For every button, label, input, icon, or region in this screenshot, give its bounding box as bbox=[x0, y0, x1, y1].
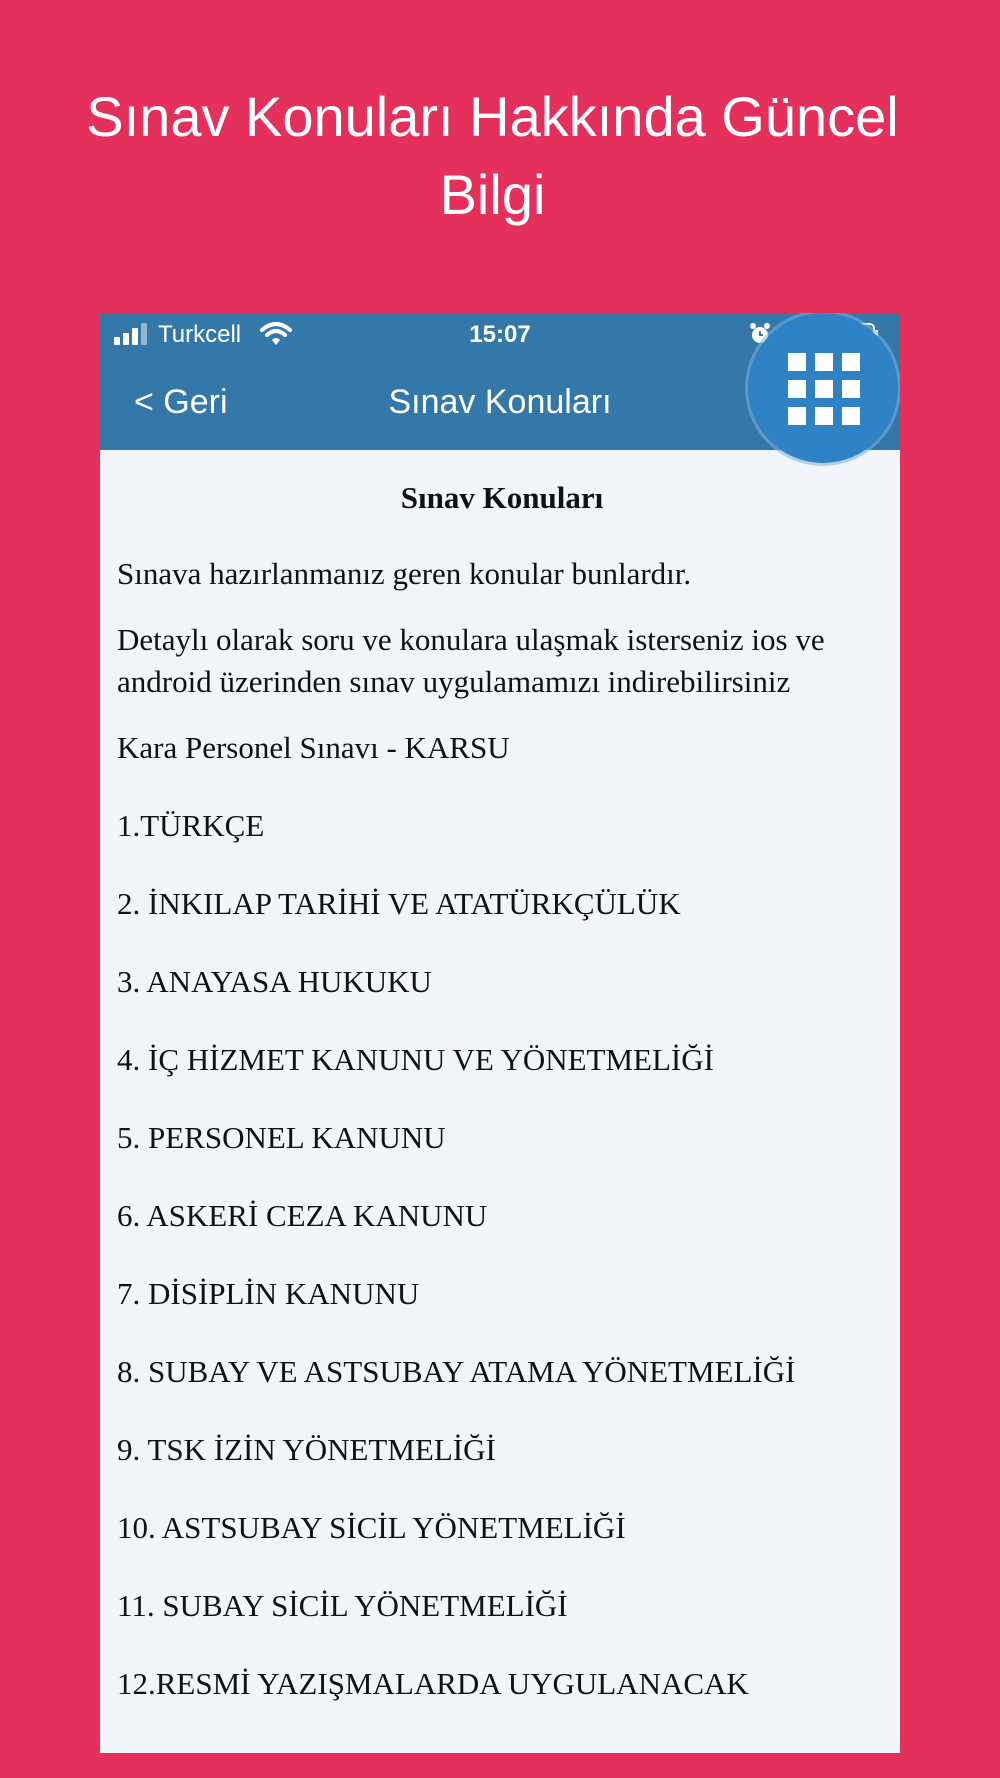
promo-title bbox=[40, 78, 945, 234]
topic-item: 3. ANAYASA HUKUKU bbox=[117, 964, 432, 999]
topic-item: 7. DİSİPLİN KANUNU bbox=[117, 1276, 420, 1311]
exam-name: Kara Personel Sınavı - KARSU bbox=[117, 730, 510, 765]
topic-item: 2. İNKILAP TARİHİ VE ATATÜRKÇÜLÜK bbox=[117, 886, 681, 921]
topic-item: 5. PERSONEL KANUNU bbox=[117, 1120, 446, 1155]
promo-title-line-1: Sınav Konuları Hakkında Güncel bbox=[86, 85, 899, 148]
content-heading: Sınav Konuları bbox=[400, 480, 604, 515]
phone-screenshot bbox=[100, 313, 900, 1753]
nav-title: Sınav Konuları bbox=[388, 383, 612, 421]
topic-item: 9. TSK İZİN YÖNETMELİĞİ bbox=[117, 1432, 496, 1467]
content-area bbox=[117, 453, 887, 1705]
status-time: 15:07 bbox=[469, 321, 531, 348]
detail-text: Detaylı olarak soru ve konulara ulaşmak isterseniz ios ve android üzerinden sınav uygulamamızı indirebilirsiniz bbox=[117, 622, 825, 699]
topic-item: 12.RESMİ YAZIŞMALARDA UYGULANACAK bbox=[117, 1666, 749, 1701]
topic-item: 1.TÜRKÇE bbox=[117, 808, 265, 843]
intro-text: Sınava hazırlanmanız geren konular bunlardır. bbox=[117, 556, 692, 591]
topic-item: 4. İÇ HİZMET KANUNU VE YÖNETMELİĞİ bbox=[117, 1042, 714, 1077]
carrier-name: Turkcell bbox=[158, 321, 242, 348]
topic-list bbox=[117, 805, 887, 1705]
back-button[interactable]: < Geri bbox=[134, 383, 228, 421]
topic-item: 11. SUBAY SİCİL YÖNETMELİĞİ bbox=[117, 1588, 568, 1623]
grid-menu-icon bbox=[788, 353, 860, 425]
topic-item: 8. SUBAY VE ASTSUBAY ATAMA YÖNETMELİĞİ bbox=[117, 1354, 796, 1389]
topic-item: 6. ASKERİ CEZA KANUNU bbox=[117, 1198, 488, 1233]
grid-menu-button[interactable] bbox=[748, 313, 898, 468]
promo-title-line-2: Bilgi bbox=[439, 163, 546, 226]
topic-item: 10. ASTSUBAY SİCİL YÖNETMELİĞİ bbox=[117, 1510, 626, 1545]
